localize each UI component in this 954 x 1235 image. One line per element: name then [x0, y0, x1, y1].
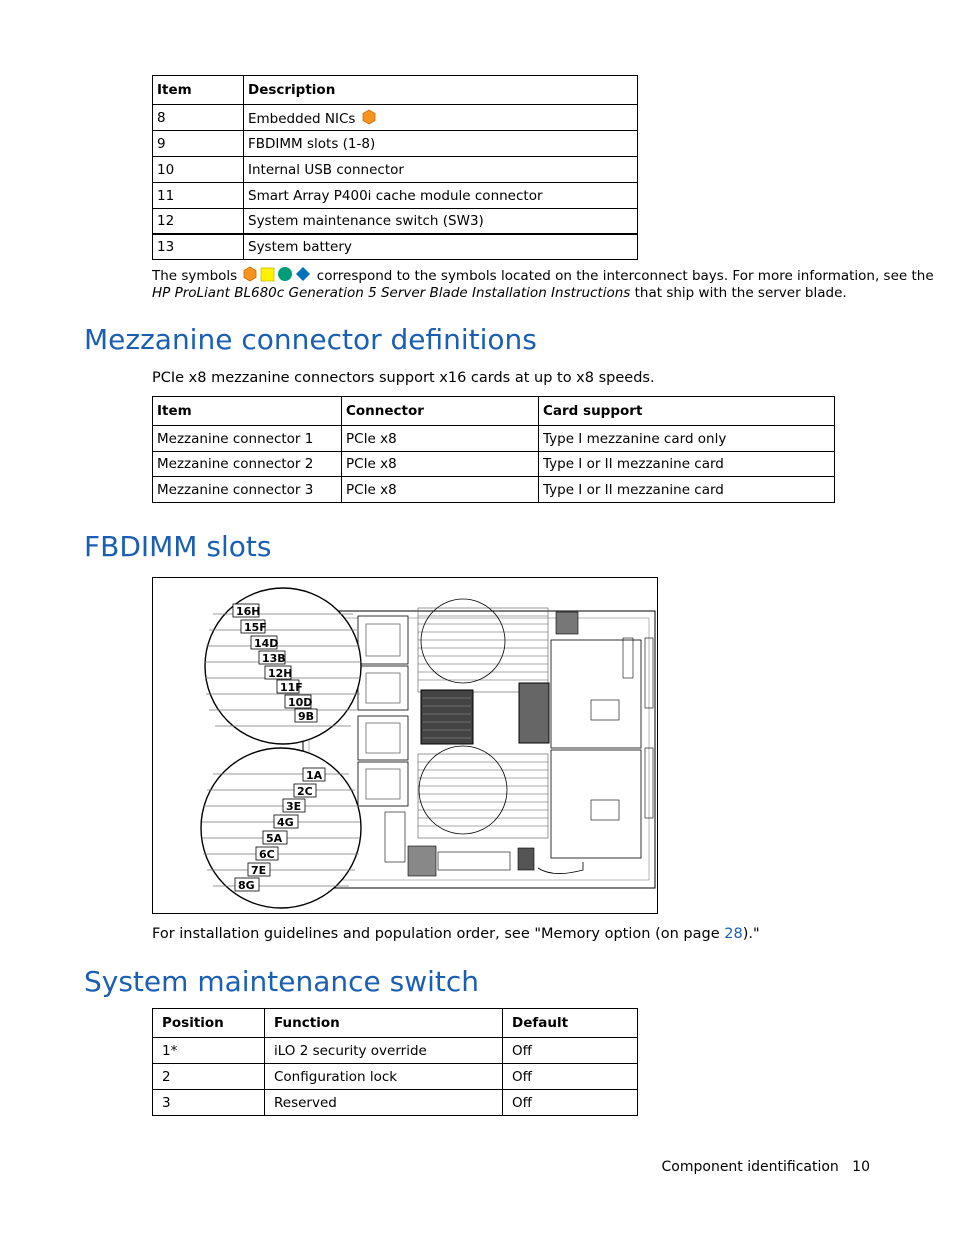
svg-text:5A: 5A	[266, 832, 283, 845]
svg-text:9B: 9B	[298, 710, 315, 723]
col-header-position: Position	[153, 1009, 265, 1038]
page-number: 10	[852, 1159, 870, 1175]
table-row: 11 Smart Array P400i cache module connector	[153, 183, 638, 209]
svg-text:11F: 11F	[280, 681, 303, 694]
orange-hexagon-icon	[242, 266, 258, 282]
fbdimm-diagram	[152, 577, 658, 914]
orange-hexagon-icon	[361, 109, 377, 125]
svg-text:14D: 14D	[254, 637, 279, 650]
fbdimm-note: For installation guidelines and population order, see "Memory option (on page 28)."	[152, 926, 760, 942]
installation-guide-title: HP ProLiant BL680c Generation 5 Server Blade Installation Instructions	[152, 285, 631, 301]
col-header-item: Item	[153, 397, 342, 426]
slot-label-15f	[241, 620, 267, 634]
slot-label-10d	[285, 695, 312, 709]
board-drawing	[153, 578, 657, 913]
svg-text:2C: 2C	[297, 785, 313, 798]
mezzanine-intro: PCIe x8 mezzanine connectors support x16 cards at up to x8 speeds.	[152, 370, 655, 386]
slot-label-6c	[256, 847, 278, 861]
col-header-item: Item	[153, 76, 244, 105]
svg-text:13B: 13B	[262, 652, 286, 665]
table-row: 10 Internal USB connector	[153, 157, 638, 183]
svg-text:10D: 10D	[288, 696, 313, 709]
slot-label-13b	[259, 651, 286, 665]
slot-label-3e	[283, 799, 305, 813]
mezzanine-heading: Mezzanine connector definitions	[84, 323, 537, 356]
table-row: 9 FBDIMM slots (1-8)	[153, 131, 638, 157]
svg-text:15F: 15F	[244, 621, 267, 634]
col-header-connector: Connector	[342, 397, 539, 426]
svg-text:8G: 8G	[238, 879, 255, 892]
system-maintenance-switch-heading: System maintenance switch	[84, 965, 480, 998]
slot-label-9b	[295, 709, 317, 723]
table-row: 1* iLO 2 security override Off	[153, 1038, 638, 1064]
slot-label-2c	[294, 784, 316, 798]
slot-label-14d	[251, 636, 278, 650]
footer-section: Component identification	[661, 1159, 839, 1175]
table-row: Mezzanine connector 3 PCIe x8 Type I or II mezzanine card	[153, 477, 835, 503]
table-row: 2 Configuration lock Off	[153, 1064, 638, 1090]
slot-label-7e	[248, 863, 270, 877]
table-row: 8 Embedded NICs	[153, 105, 638, 131]
svg-text:6C: 6C	[259, 848, 275, 861]
fbdimm-heading: FBDIMM slots	[84, 530, 272, 563]
col-header-description: Description	[244, 76, 638, 105]
svg-text:1A: 1A	[306, 769, 323, 782]
table-row: Mezzanine connector 2 PCIe x8 Type I or II mezzanine card	[153, 452, 835, 477]
symbols-note-line2: HP ProLiant BL680c Generation 5 Server Blade Installation Instructions that ship with the server blade.	[152, 285, 847, 301]
slot-label-5a	[263, 831, 287, 845]
slot-label-11f	[277, 680, 303, 694]
col-header-function: Function	[265, 1009, 503, 1038]
slot-label-12h	[265, 666, 293, 680]
svg-text:7E: 7E	[251, 864, 267, 877]
system-maintenance-switch-table	[152, 1008, 638, 1116]
table-row: 12 System maintenance switch (SW3)	[153, 209, 638, 234]
symbols-note: The symbols correspond to the symbols located on the interconnect bays. For more information, see the	[152, 268, 934, 284]
svg-text:3E: 3E	[286, 800, 302, 813]
blue-diamond-icon	[295, 266, 311, 282]
item-description-table	[152, 75, 638, 260]
svg-text:4G: 4G	[277, 816, 294, 829]
mezzanine-table	[152, 396, 835, 503]
col-header-card-support: Card support	[539, 397, 835, 426]
table-row: 3 Reserved Off	[153, 1090, 638, 1116]
slot-label-1a	[303, 768, 325, 782]
table-row: 13 System battery	[153, 234, 638, 260]
table-row: Mezzanine connector 1 PCIe x8 Type I mezzanine card only	[153, 426, 835, 452]
col-header-default: Default	[503, 1009, 638, 1038]
slot-label-4g	[274, 815, 298, 829]
teal-circle-icon	[277, 266, 293, 282]
yellow-square-icon	[260, 267, 275, 282]
slot-label-8g	[235, 878, 259, 892]
row-desc: Embedded NICs	[248, 110, 356, 127]
slot-label-16h	[233, 604, 261, 618]
svg-text:16H: 16H	[236, 605, 261, 618]
page-28-link[interactable]: 28	[724, 926, 743, 942]
svg-text:12H: 12H	[268, 667, 293, 680]
page-footer	[662, 1159, 870, 1175]
